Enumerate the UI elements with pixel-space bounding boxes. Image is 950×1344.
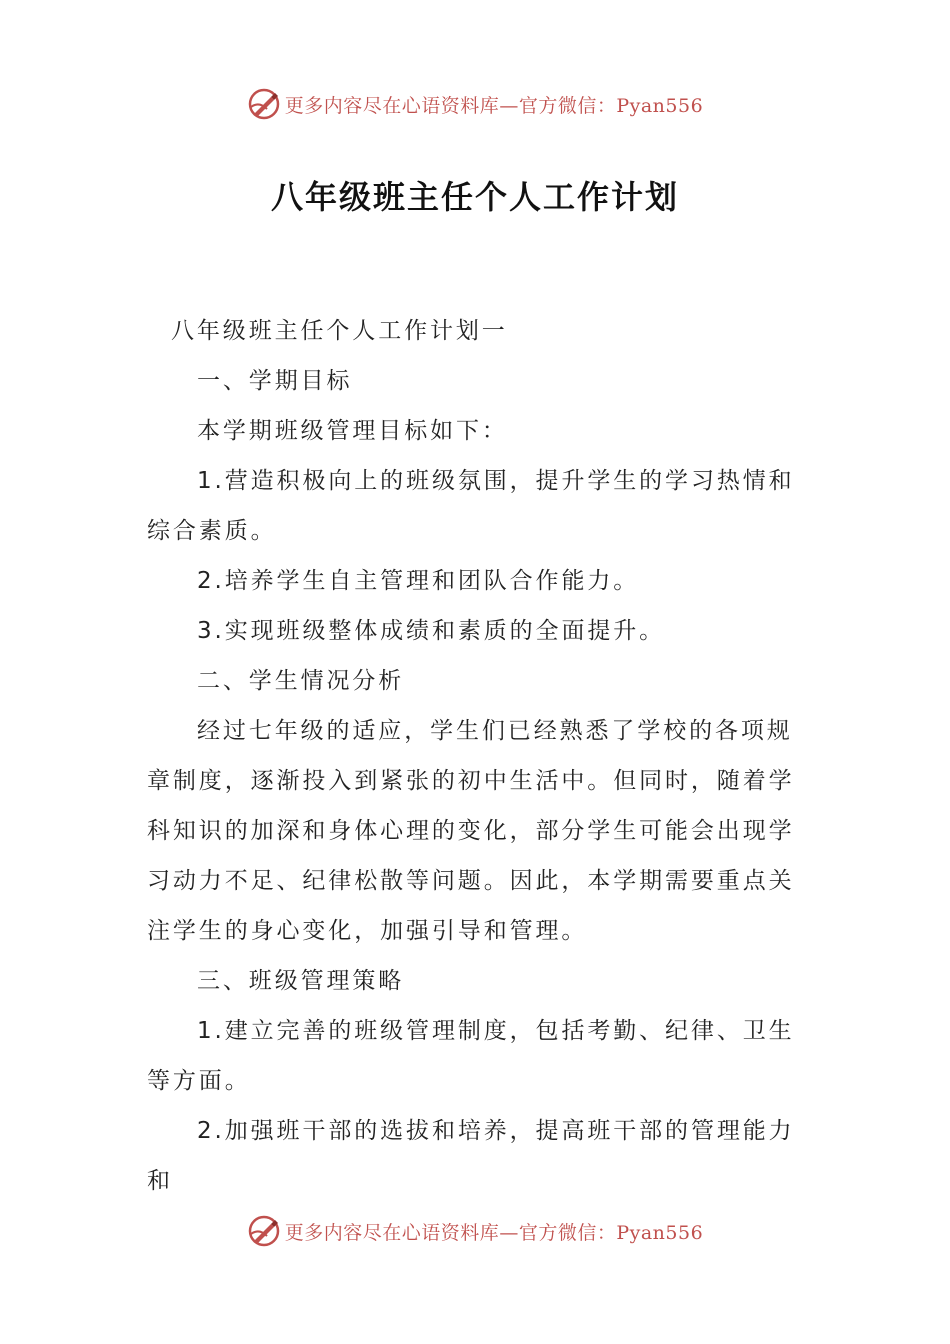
paragraph: 3.实现班级整体成绩和素质的全面提升。 bbox=[197, 618, 666, 644]
watermark-separator: — bbox=[499, 94, 519, 117]
paragraph: 2.培养学生自主管理和团队合作能力。 bbox=[197, 568, 640, 594]
watermark-wechat-id: Pyan556 bbox=[616, 94, 704, 117]
watermark-separator: — bbox=[499, 1221, 519, 1244]
paragraph: 二、学生情况分析 bbox=[197, 668, 405, 694]
document-title: 八年级班主任个人工作计划 bbox=[270, 178, 679, 216]
watermark-wechat-id: Pyan556 bbox=[616, 1221, 704, 1244]
paragraph: 一、学期目标 bbox=[197, 368, 353, 394]
pen-logo-icon bbox=[247, 1214, 281, 1248]
paragraph: 本学期班级管理目标如下： bbox=[197, 418, 508, 444]
watermark-text bbox=[285, 91, 703, 118]
paragraph: 2.加强班干部的选拔和培养，提高班干部的管理能力和 bbox=[147, 1118, 795, 1194]
watermark-wechat-label: 官方微信： bbox=[518, 94, 617, 117]
section-heading: 八年级班主任个人工作计划一 bbox=[171, 318, 508, 344]
paragraph: 经过七年级的适应，学生们已经熟悉了学校的各项规章制度，逐渐投入到紧张的初中生活中。但同时，随着学科知识的加深和身体心理的变化，部分学生可能会出现学习动力不足、纪律松散等问题。因此，本学期需要重点关注学生的身心变化，加强引导和管理。 bbox=[147, 718, 795, 944]
paragraph: 三、班级管理策略 bbox=[197, 968, 405, 994]
document-body bbox=[147, 306, 807, 1206]
paragraph: 1.营造积极向上的班级氛围，提升学生的学习热情和综合素质。 bbox=[147, 468, 795, 544]
pen-logo-icon bbox=[247, 87, 281, 121]
footer-watermark bbox=[0, 1211, 950, 1251]
watermark-text bbox=[285, 1218, 703, 1245]
watermark-brand: 更多内容尽在心语资料库 bbox=[284, 94, 500, 117]
header-watermark bbox=[0, 84, 950, 124]
paragraph: 1.建立完善的班级管理制度，包括考勤、纪律、卫生等方面。 bbox=[147, 1018, 795, 1094]
watermark-wechat-label: 官方微信： bbox=[518, 1221, 617, 1244]
watermark-brand: 更多内容尽在心语资料库 bbox=[284, 1221, 500, 1244]
